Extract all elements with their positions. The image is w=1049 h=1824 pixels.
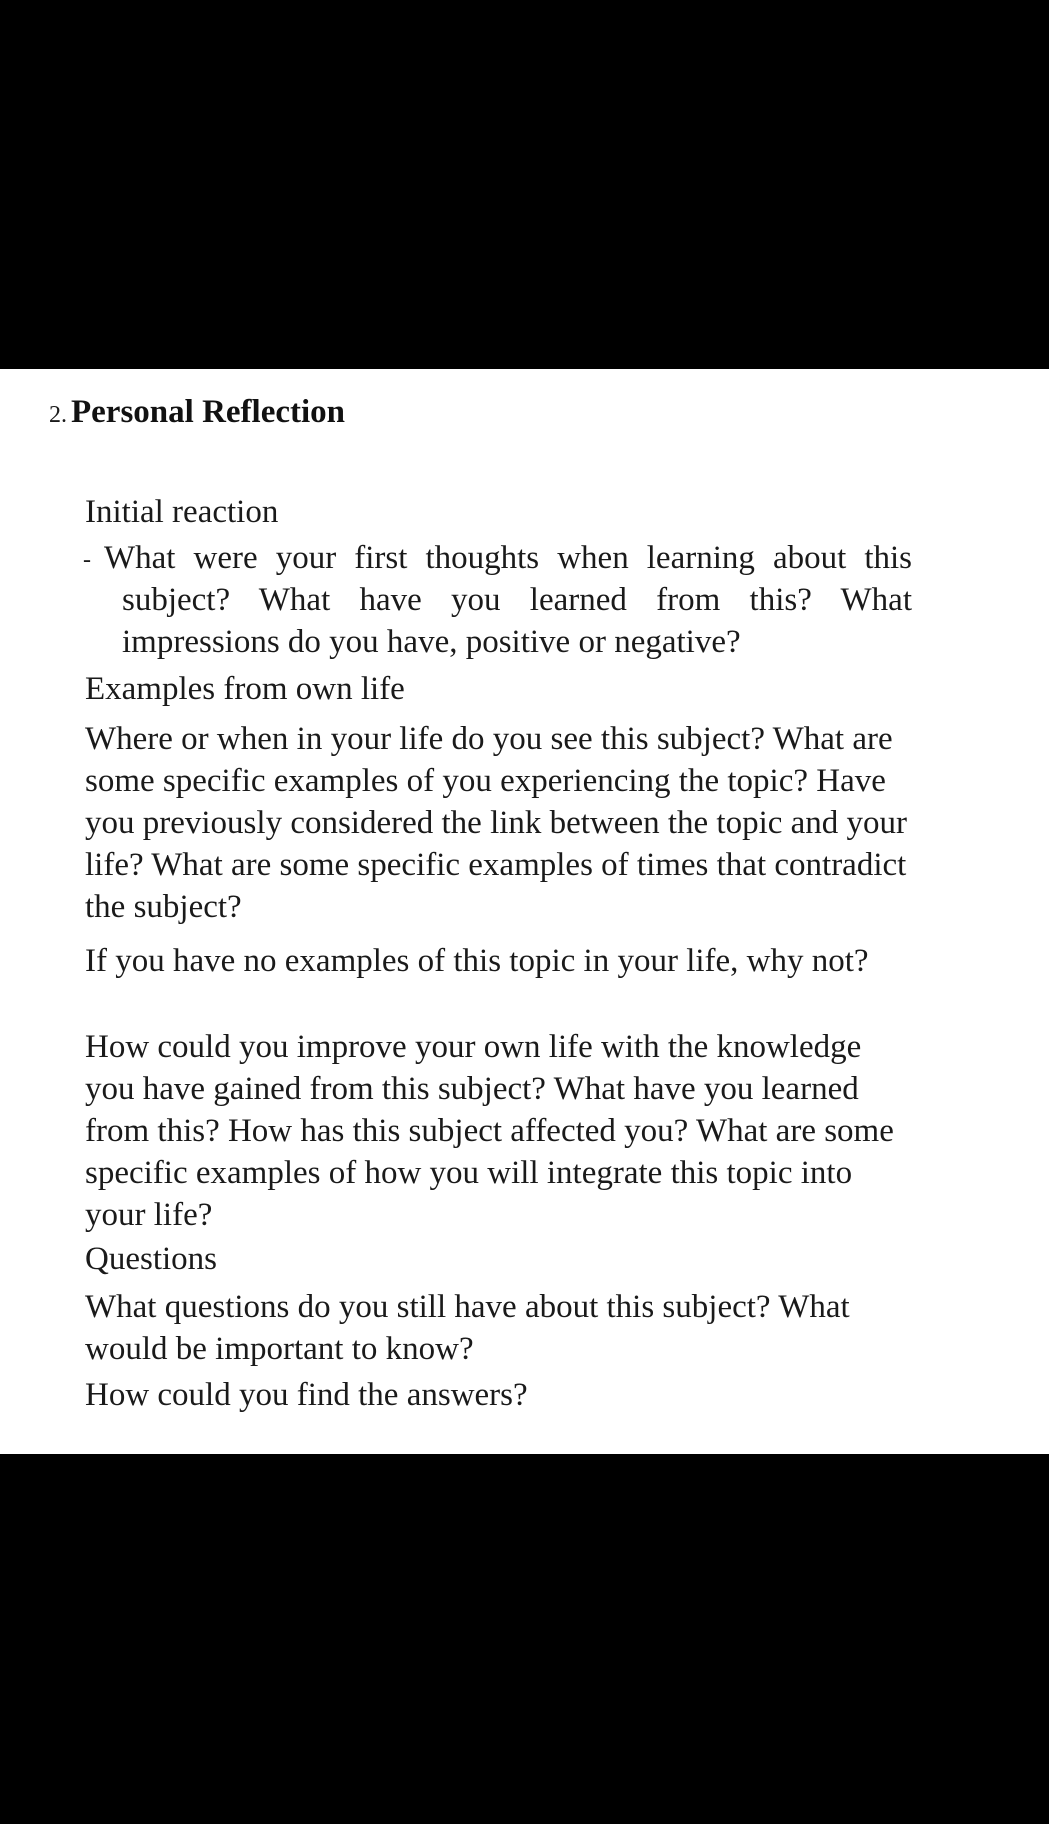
initial-reaction-bullet-text <box>104 537 912 663</box>
initial-reaction-label: Initial reaction <box>85 494 279 530</box>
document-page <box>0 369 1049 1454</box>
examples-label: Examples from own life <box>85 671 405 707</box>
heading-number: 2. <box>49 402 67 428</box>
questions-label: Questions <box>85 1241 217 1277</box>
examples-paragraph-1: Where or when in your life do you see this subject? What are some specific examples of you experiencing the topic? Have you previously considered the link between the topic and your life? What are some specific examples of times that contradict the subject? <box>85 721 908 925</box>
bottom-black-bar <box>0 1454 1049 1824</box>
initial-reaction-bullet-body: What were your first thoughts when learning about this subject? What have you learned from this? What impressions do you have, positive or negative? <box>104 540 912 660</box>
top-black-bar <box>0 0 1049 369</box>
section-heading <box>49 394 345 431</box>
questions-paragraph-2: How could you find the answers? <box>85 1377 528 1413</box>
examples-paragraph-2: If you have no examples of this topic in your life, why not? <box>85 943 869 979</box>
examples-paragraph-3: How could you improve your own life with the knowledge you have gained from this subject? What have you learned from this? How has this subject affected you? What are some specific examples of how you will integrate this topic into your life? <box>85 1029 894 1233</box>
bullet-dash: - <box>83 547 91 573</box>
heading-title: Personal Reflection <box>71 394 346 430</box>
questions-paragraph-1: What questions do you still have about this subject? What would be important to know? <box>85 1289 850 1367</box>
